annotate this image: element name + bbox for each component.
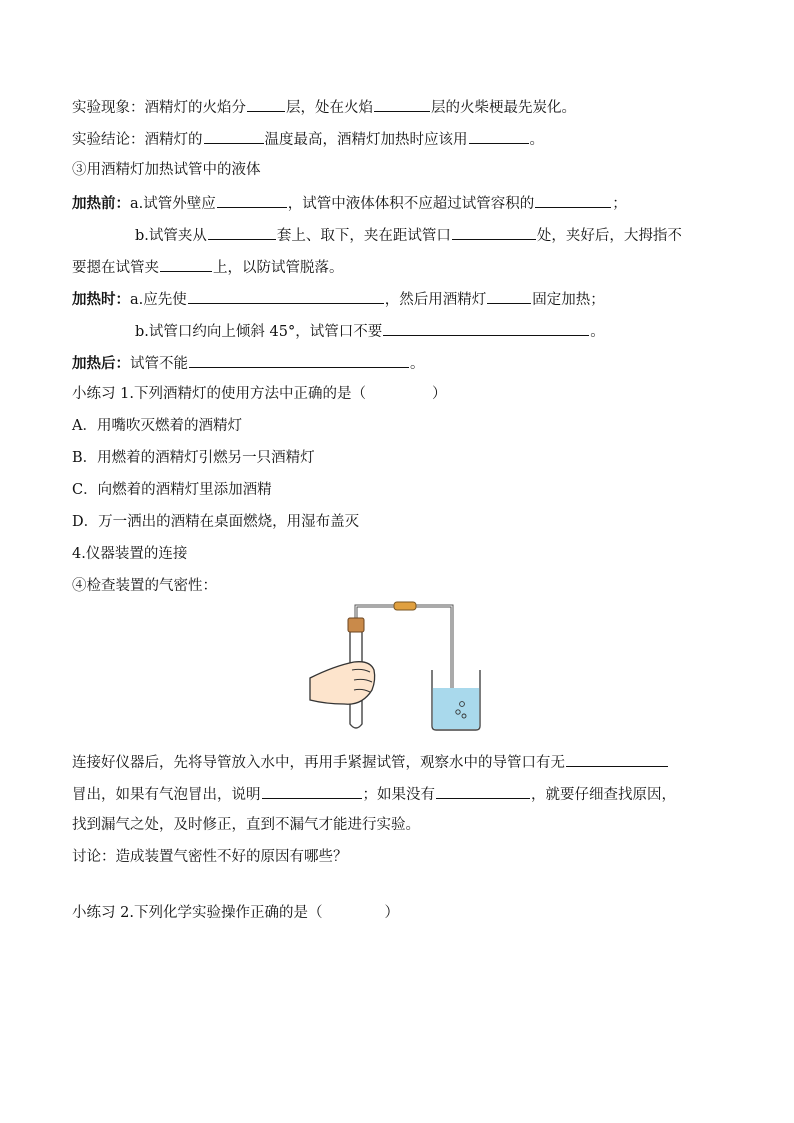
rubber-connector (394, 602, 416, 610)
answer-blank[interactable] (452, 224, 536, 240)
option-c (72, 480, 272, 500)
text: ③用酒精灯加热试管中的液体 (72, 162, 261, 178)
before-heating-line-b (135, 224, 682, 246)
text: D．万一洒出的酒精在桌面燃烧，用湿布盖灭 (72, 514, 360, 530)
text: b.试管夹从 (135, 228, 207, 244)
text: 连接好仪器后，先将导管放入水中，再用手紧握试管，观察水中的导管口有无 (72, 755, 565, 771)
text: 固定加热； (532, 292, 605, 308)
before-heating-line-a (72, 192, 627, 214)
answer-blank[interactable] (383, 320, 589, 336)
hand (310, 662, 375, 705)
text: 处，夹好后，大拇指不 (536, 228, 682, 244)
section-heading-connection (72, 544, 187, 564)
text: 上，以防试管脱落。 (213, 260, 344, 276)
text: 。 (410, 356, 425, 372)
text: 层的火柴梗最先炭化。 (431, 100, 576, 116)
practice-2-question (72, 903, 399, 923)
procedure-line-2 (72, 783, 676, 805)
conclusion-line (72, 128, 544, 150)
answer-blank[interactable] (160, 256, 212, 272)
text: 试管不能 (130, 356, 188, 372)
answer-blank[interactable] (208, 224, 276, 240)
option-d (72, 512, 359, 532)
text: 实验结论：酒精灯的 (72, 132, 203, 148)
text: ，然后用酒精灯 (384, 292, 487, 308)
after-heating-line (72, 352, 425, 374)
answer-blank[interactable] (535, 192, 611, 208)
answer-blank[interactable] (247, 96, 285, 112)
text: a.试管外壁应 (130, 196, 216, 212)
before-heating-line-b-cont (72, 256, 344, 278)
procedure-line-1 (72, 751, 669, 773)
label: 加热前： (72, 195, 130, 212)
answer-blank[interactable] (188, 288, 384, 304)
procedure-line-3 (72, 815, 420, 835)
text: 实验现象：酒精灯的火焰分 (72, 100, 246, 116)
answer-blank[interactable] (436, 783, 530, 799)
during-heating-line-a (72, 288, 605, 310)
text: b.试管口约向上倾斜 45°，试管口不要 (135, 324, 383, 340)
observation-line (72, 96, 576, 118)
text: 层，处在火焰 (286, 100, 373, 116)
answer-blank[interactable] (566, 751, 668, 767)
section-heading-heating-liquid (72, 160, 261, 180)
text: ，就要仔细查找原因， (531, 787, 676, 803)
text: 。 (590, 324, 605, 340)
text: ，试管中液体体积不应超过试管容积的 (287, 196, 535, 212)
text: 小练习 1.下列酒精灯的使用方法中正确的是（ (72, 386, 366, 402)
text: a.应先使 (130, 292, 187, 308)
option-a (72, 416, 242, 436)
text: 要摁在试管夹 (72, 260, 159, 276)
answer-blank[interactable] (217, 192, 287, 208)
answer-blank[interactable] (374, 96, 430, 112)
text: C．向燃着的酒精灯里添加酒精 (72, 482, 272, 498)
option-b (72, 448, 315, 468)
label: 加热时： (72, 291, 130, 308)
answer-blank[interactable] (487, 288, 531, 304)
discussion-question (72, 847, 348, 867)
text: ；如果没有 (362, 787, 435, 803)
rubber-stopper (348, 618, 364, 632)
answer-blank[interactable] (204, 128, 264, 144)
text: 冒出，如果有气泡冒出，说明 (72, 787, 261, 803)
text: 找到漏气之处，及时修正，直到不漏气才能进行实验。 (72, 817, 420, 833)
during-heating-line-b (135, 320, 605, 342)
label: 加热后： (72, 355, 130, 372)
answer-blank[interactable] (469, 128, 529, 144)
airtightness-apparatus-illustration (300, 600, 500, 732)
text: B．用燃着的酒精灯引燃另一只酒精灯 (72, 450, 315, 466)
text: 。 (529, 132, 544, 148)
text: A．用嘴吹灭燃着的酒精灯 (72, 418, 242, 434)
section-heading-airtightness (72, 576, 217, 596)
text: 小练习 2.下列化学实验操作正确的是（ (72, 905, 323, 921)
text: ； (612, 196, 627, 212)
water (433, 688, 479, 729)
text: ） (431, 386, 447, 402)
text: 讨论：造成装置气密性不好的原因有哪些？ (72, 849, 348, 865)
answer-blank[interactable] (262, 783, 362, 799)
practice-1-question (72, 384, 446, 404)
text: ） (384, 905, 399, 921)
text: 温度最高，酒精灯加热时应该用 (264, 132, 468, 148)
text: 4.仪器装置的连接 (72, 546, 188, 562)
text: ④检查装置的气密性： (72, 578, 217, 594)
answer-blank[interactable] (189, 352, 409, 368)
text: 套上、取下，夹在距试管口 (276, 228, 451, 244)
